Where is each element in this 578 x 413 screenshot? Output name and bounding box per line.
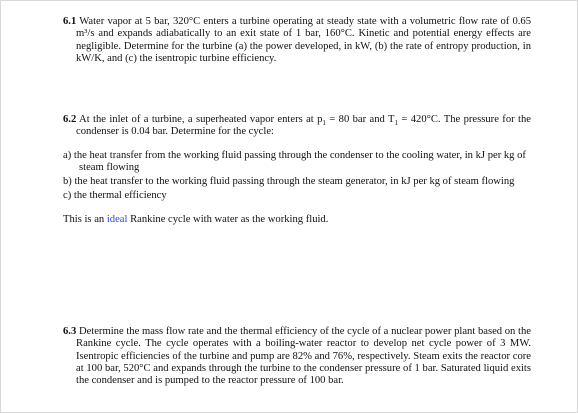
list-marker: b) [63, 176, 72, 188]
problem-number: 6.3 [63, 326, 77, 337]
list-text: the heat transfer from the working fluid passing through the condenser to the cooling water, in kJ per kg of steam flowing [73, 149, 526, 173]
problem-number: 6.1 [63, 16, 77, 27]
list-text: the thermal efficiency [73, 190, 167, 202]
problem-number: 6.2 [63, 114, 77, 125]
problem-note: This is an ideal Rankine cycle with water as the working fluid. [63, 213, 329, 225]
list-item [63, 150, 531, 175]
subquestion-list [63, 150, 531, 203]
problem-6-3 [63, 326, 531, 387]
problem-6-1 [63, 16, 531, 65]
problem-intro: At the inlet of a turbine, a superheated vapor enters at $p_1 = 80$ bar and $T_1 = 420^\circ C$. The pressure for the condenser is 0.04 bar. Determine for the cycle: [76, 114, 531, 138]
list-marker: a) [63, 149, 72, 161]
list-text: the heat transfer to the working fluid passing through the steam generator, in kJ per kg of steam flowing [74, 176, 515, 188]
problem-text: Determine the mass flow rate and the thermal efficiency of the cycle of a nuclear power plant based on the Rankine cycle. The cycle operates with a boiling-water reactor to develop net cycle power of 3 MW. Isentropic efficiencies of the turbine and pump are 82% and 76%, respectively. Steam exits the reactor core at 100 bar, 520°C and expands through the turbine to the condenser pressure of 1 bar. Saturated liquid exits the condenser and is pumped to the reactor pressure of 100 bar. [76, 326, 531, 387]
list-item [63, 190, 531, 202]
list-marker: c) [63, 190, 72, 202]
problem-text: Water vapor at 5 bar, 320°C enters a turbine operating at steady state with a volumetric flow rate of 0.65 m³/s and expands adiabatically to an exit state of 1 bar, 160°C. Kinetic and potential energy effects are negligible. Determine for the turbine (a) the power developed, in kW, (b) the rate of entropy production, in kW/K, and (c) the isentropic turbine efficiency. [76, 16, 531, 64]
problem-6-2 [63, 114, 531, 226]
ideal-link[interactable]: ideal [106, 213, 128, 225]
list-item [63, 176, 531, 188]
